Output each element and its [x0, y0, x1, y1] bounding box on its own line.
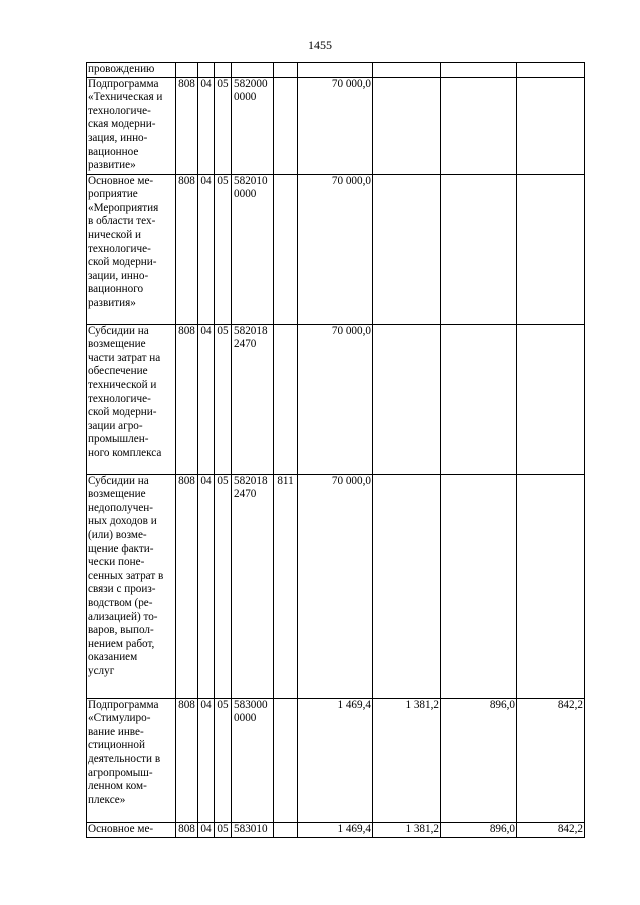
- item-name-line: недополучен-: [88, 501, 154, 514]
- amount-cell-2: 1 381,2: [373, 698, 441, 822]
- item-name-line: зации, инно-: [88, 269, 149, 282]
- target-article-code-cell: [232, 474, 274, 698]
- target-article-code-line: 0000: [234, 712, 257, 725]
- ved-code-cell: 808: [176, 474, 198, 698]
- target-article-code-cell: [232, 822, 274, 837]
- expense-type-code-cell: [274, 77, 298, 174]
- item-name-line: деятельности в: [88, 752, 161, 765]
- item-name-line: развитие»: [88, 159, 136, 172]
- target-article-code-cell: [232, 77, 274, 174]
- ved-code-cell: [176, 63, 198, 78]
- expense-type-code-cell: [274, 174, 298, 324]
- item-name-cell: [87, 63, 176, 78]
- item-name-line: Основное ме-: [88, 174, 154, 187]
- page-number: 1455: [308, 38, 332, 52]
- item-name-line: «Мероприятия: [88, 201, 159, 214]
- amount-cell-1: 1 469,4: [298, 822, 373, 837]
- target-article-code-cell: [232, 174, 274, 324]
- table-row: [87, 822, 585, 837]
- item-name-line: обеспечение: [88, 365, 148, 378]
- amount-cell-3: [441, 174, 517, 324]
- target-article-code-line: 582018: [234, 474, 268, 487]
- item-name-line: технологиче-: [88, 242, 151, 255]
- subsection-code-cell: 05: [215, 474, 232, 698]
- item-name-line: ного комплекса: [88, 446, 162, 459]
- amount-cell-3: [441, 474, 517, 698]
- amount-cell-4: 842,2: [517, 822, 585, 837]
- item-name-line: стиционной: [88, 739, 145, 752]
- item-name-line: связи с произ-: [88, 583, 156, 596]
- item-name-cell: [87, 474, 176, 698]
- target-article-code-line: 582018: [234, 324, 268, 337]
- amount-cell-2: [373, 324, 441, 474]
- amount-cell-3: 896,0: [441, 822, 517, 837]
- expense-type-code-cell: [274, 822, 298, 837]
- item-name-line: Субсидии на: [88, 324, 149, 337]
- target-article-code-line: 2470: [234, 338, 257, 351]
- item-name-line: щение факти-: [88, 542, 154, 555]
- target-article-code-line: 582000: [234, 77, 268, 90]
- item-name-line: плексе»: [88, 793, 126, 806]
- table-row: [87, 698, 585, 822]
- item-name-line: Основное ме-: [88, 822, 154, 835]
- section-code-cell: 04: [198, 698, 215, 822]
- item-name-line: Подпрограмма: [88, 77, 159, 90]
- item-name-line: нической и: [88, 228, 142, 241]
- expense-type-code-cell: [274, 698, 298, 822]
- item-name-line: развития»: [88, 296, 136, 309]
- item-name-cell: [87, 698, 176, 822]
- target-article-code-line: 0000: [234, 188, 257, 201]
- table-row: [87, 324, 585, 474]
- ved-code-cell: 808: [176, 174, 198, 324]
- item-name-line: возмещение: [88, 338, 146, 351]
- subsection-code-cell: 05: [215, 77, 232, 174]
- amount-cell-2: 1 381,2: [373, 822, 441, 837]
- subsection-code-cell: [215, 63, 232, 78]
- item-name-line: технической и: [88, 378, 157, 391]
- item-name-line: роприятие: [88, 188, 138, 201]
- target-article-code-line: 583000: [234, 698, 268, 711]
- amount-cell-2: [373, 77, 441, 174]
- amount-cell-4: [517, 63, 585, 78]
- item-name-line: чески поне-: [88, 556, 145, 569]
- expense-type-code-cell: 811: [274, 474, 298, 698]
- amount-cell-4: 842,2: [517, 698, 585, 822]
- amount-cell-3: [441, 77, 517, 174]
- item-name-line: вационное: [88, 145, 139, 158]
- ved-code-cell: 808: [176, 698, 198, 822]
- table-row: [87, 174, 585, 324]
- expense-type-code-cell: [274, 324, 298, 474]
- amount-cell-4: [517, 474, 585, 698]
- target-article-code-line: 583010: [234, 822, 268, 835]
- item-name-line: «Техническая и: [88, 91, 163, 104]
- section-code-cell: [198, 63, 215, 78]
- target-article-code-line: 0000: [234, 91, 257, 104]
- item-name-line: (или) возме-: [88, 528, 147, 541]
- ved-code-cell: 808: [176, 77, 198, 174]
- item-name-line: ская модерни-: [88, 118, 156, 131]
- expense-type-code-cell: [274, 63, 298, 78]
- item-name-line: варов, выпол-: [88, 624, 154, 637]
- section-code-cell: 04: [198, 474, 215, 698]
- item-name-line: оказанием: [88, 651, 138, 664]
- section-code-cell: 04: [198, 174, 215, 324]
- subsection-code-cell: 05: [215, 324, 232, 474]
- subsection-code-cell: 05: [215, 174, 232, 324]
- target-article-code-line: 582010: [234, 174, 268, 187]
- item-name-cell: [87, 324, 176, 474]
- item-name-line: провождению: [88, 63, 155, 75]
- amount-cell-4: [517, 324, 585, 474]
- table-row: [87, 474, 585, 698]
- target-article-code-cell: [232, 698, 274, 822]
- item-name-line: возмещение: [88, 488, 146, 501]
- item-name-cell: [87, 174, 176, 324]
- item-name-line: водством (ре-: [88, 596, 153, 609]
- ved-code-cell: 808: [176, 822, 198, 837]
- item-name-line: ской модерни-: [88, 406, 157, 419]
- item-name-line: ных доходов и: [88, 515, 157, 528]
- amount-cell-1: 70 000,0: [298, 77, 373, 174]
- amount-cell-1: 1 469,4: [298, 698, 373, 822]
- item-name-line: технологиче-: [88, 392, 151, 405]
- item-name-line: ленном ком-: [88, 780, 147, 793]
- item-name-line: ализацией) то-: [88, 610, 158, 623]
- item-name-line: части затрат на: [88, 351, 161, 364]
- target-article-code-cell: [232, 63, 274, 78]
- table-row: [87, 63, 585, 78]
- amount-cell-1: 70 000,0: [298, 174, 373, 324]
- amount-cell-1: 70 000,0: [298, 324, 373, 474]
- item-name-line: услуг: [88, 664, 115, 677]
- section-code-cell: 04: [198, 77, 215, 174]
- section-code-cell: 04: [198, 822, 215, 837]
- subsection-code-cell: 05: [215, 698, 232, 822]
- item-name-line: вание инве-: [88, 725, 144, 738]
- amount-cell-2: [373, 474, 441, 698]
- ved-code-cell: 808: [176, 324, 198, 474]
- item-name-line: технологиче-: [88, 104, 151, 117]
- amount-cell-4: [517, 77, 585, 174]
- item-name-line: Субсидии на: [88, 474, 149, 487]
- item-name-line: в области тех-: [88, 215, 156, 228]
- item-name-line: нением работ,: [88, 637, 155, 650]
- budget-table: [86, 62, 585, 838]
- item-name-line: Подпрограмма: [88, 698, 159, 711]
- amount-cell-3: [441, 63, 517, 78]
- item-name-line: промышлен-: [88, 433, 149, 446]
- amount-cell-3: 896,0: [441, 698, 517, 822]
- section-code-cell: 04: [198, 324, 215, 474]
- amount-cell-1: [298, 63, 373, 78]
- item-name-line: агропромыш-: [88, 766, 153, 779]
- item-name-line: вационного: [88, 283, 144, 296]
- amount-cell-2: [373, 63, 441, 78]
- item-name-line: ской модерни-: [88, 256, 157, 269]
- target-article-code-cell: [232, 324, 274, 474]
- item-name-line: зации агро-: [88, 419, 143, 432]
- item-name-line: «Стимулиро-: [88, 712, 151, 725]
- item-name-cell: [87, 822, 176, 837]
- item-name-line: зация, инно-: [88, 131, 148, 144]
- amount-cell-1: 70 000,0: [298, 474, 373, 698]
- table-row: [87, 77, 585, 174]
- subsection-code-cell: 05: [215, 822, 232, 837]
- item-name-line: сенных затрат в: [88, 569, 164, 582]
- target-article-code-line: 2470: [234, 488, 257, 501]
- amount-cell-3: [441, 324, 517, 474]
- item-name-cell: [87, 77, 176, 174]
- amount-cell-2: [373, 174, 441, 324]
- amount-cell-4: [517, 174, 585, 324]
